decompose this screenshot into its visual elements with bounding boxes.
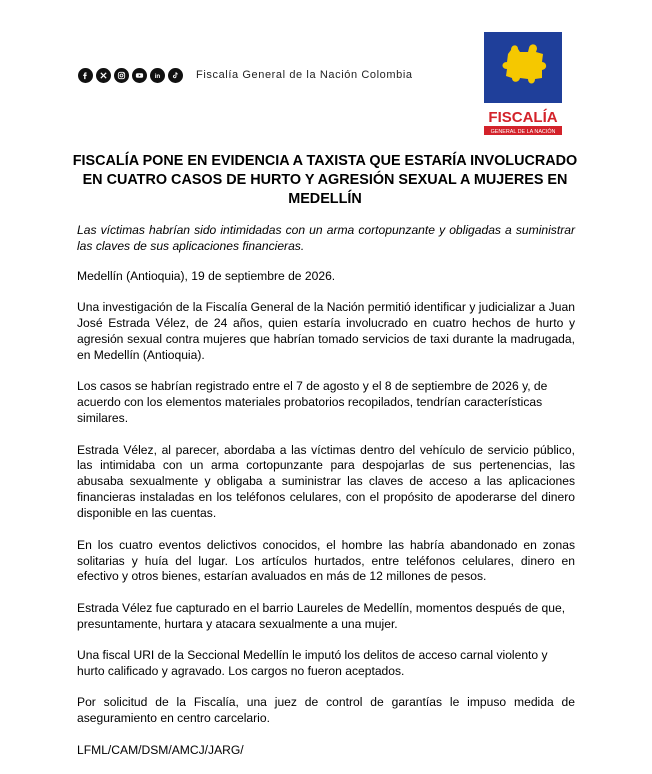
body-paragraph: Estrada Vélez fue capturado en el barrio Laureles de Medellín, momentos después de que, presuntamente, hurtara y atacara sexualmente a una mujer. [77, 600, 566, 631]
logo-subtitle: GENERAL DE LA NACIÓN [490, 129, 556, 135]
lead-paragraph: Las víctimas habrían sido intimidadas con un arma cortopunzante y obligadas a suministrar las claves de sus aplicaciones financieras. [77, 223, 575, 253]
x-icon[interactable] [96, 68, 111, 83]
linkedin-icon[interactable] [150, 68, 165, 83]
svg-text:in: in [154, 72, 161, 80]
fiscalia-logo [484, 32, 562, 136]
youtube-icon[interactable] [132, 68, 147, 83]
body-paragraph: Estrada Vélez, al parecer, abordaba a las víctimas dentro del vehículo de servicio público, las intimidaba con un arma cortopunzante para despojarlas de sus pertenencias, las abusaba sexualmente y obligaba a suministrar las claves de acceso a las aplicaciones financieras instaladas en los teléfonos celulares, con el propósito de apoderarse del dinero disponible en las cuentas. [77, 442, 575, 521]
press-release-body [77, 223, 575, 774]
facebook-icon[interactable] [78, 68, 93, 83]
signoff-initials: LFML/CAM/DSM/AMCJ/JARG/ [77, 742, 244, 757]
tiktok-icon[interactable] [168, 68, 183, 83]
logo-title: FISCALÍA [488, 109, 558, 126]
social-bar [78, 64, 413, 86]
body-paragraph: En los cuatro eventos delictivos conocidos, el hombre las habría abandonado en zonas solitarias y huía del lugar. Los artículos hurtados, entre teléfonos celulares, dinero en efectivo y otros bienes, estarían avaluados en más de 12 millones de pesos. [77, 537, 575, 584]
body-paragraph: Una fiscal URI de la Seccional Medellín le imputó los delitos de acceso carnal violento y hurto calificado y agravado. Los cargos no fueron aceptados. [77, 648, 548, 679]
dateline: Medellín (Antioquia), 19 de septiembre de 2026. [77, 268, 336, 283]
instagram-icon[interactable] [114, 68, 129, 83]
organization-name: Fiscalía General de la Nación Colombia [196, 69, 413, 81]
body-paragraph: Una investigación de la Fiscalía General de la Nación permitió identificar y judicializar a Juan José Estrada Vélez, de 24 años, quien estaría involucrado en cuatro hechos de hurto y agresión sexual contra mujeres que habrían tomado servicios de taxi durante la madrugada, en Medellín (Antioquia). [77, 300, 575, 362]
body-paragraph: Por solicitud de la Fiscalía, una juez de control de garantías le impuso medida de aseguramiento en centro carcelario. [77, 695, 575, 726]
press-release-title: FISCALÍA PONE EN EVIDENCIA A TAXISTA QUE ESTARÍA INVOLUCRADO EN CUATRO CASOS DE HURTO Y AGRESIÓN SEXUAL A MUJERES EN MEDELLÍN [72, 153, 578, 207]
body-paragraph: Los casos se habrían registrado entre el 7 de agosto y el 8 de septiembre de 2026 y, de acuerdo con los elementos materiales probatorios recopilados, tendrían características similares. [77, 379, 548, 426]
